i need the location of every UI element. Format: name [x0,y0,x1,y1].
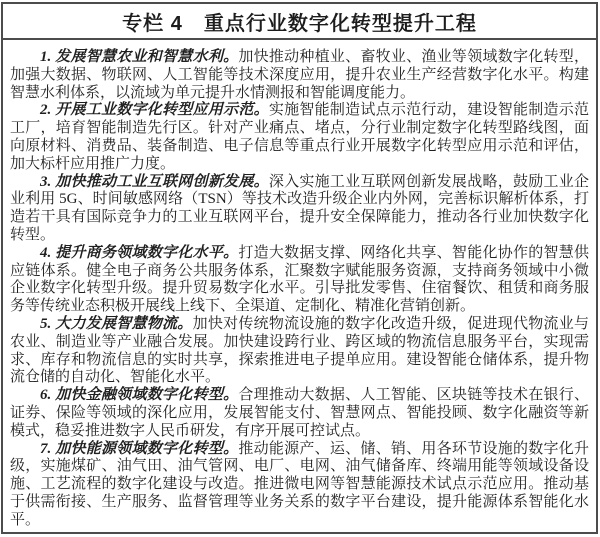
paragraph-2-text: 实施智能制造试点示范行动，建设智能制造示范工厂，培育智能制造先行区。针对产业痛点、堵点，分行业制定数字化转型路线图，面向原材料、消费品、装备制造、电子信息等重点行业开展数字化转型应用示范和评估，加大标杆应用推广力度。 [10,102,589,172]
paragraph-5-text: 加快对传统物流设施的数字化改造升级，促进现代物流业与农业、制造业等产业融合发展。加快建设跨行业、跨区域的物流信息服务平台，实现需求、库存和物流信息的实时共享，探索推进电子提单应用。建设智能仓储体系，提升物流仓储的自动化、智能化水平。 [10,315,589,386]
paragraph-7 [10,441,589,530]
panel-title: 专栏 4 重点行业数字化转型提升工程 [1,2,598,40]
paragraph-4-lead: 4. 提升商务领域数字化水平。 [40,244,239,261]
paragraph-5-lead: 5. 大力发展智慧物流。 [40,315,193,332]
paragraph-1-lead: 1. 发展智慧农业和智慧水利。 [40,49,239,65]
paragraph-6-lead: 6. 加快金融领域数字化转型。 [40,387,239,404]
paragraph-3-text: 深入实施工业互联网创新发展战略，鼓励工业企业利用 5G、时间敏感网络（TSN）等技术改造升级企业内外网，完善标识解析体系，打造若干具有国际竞争力的工业互联网平台，提升安全保障能力，推动各行业加快数字化转型。 [10,173,589,243]
column-panel [1,2,598,534]
paragraph-7-text: 推动能源产、运、储、销、用各环节设施的数字化升级，实施煤矿、油气田、油气管网、电厂、电网、油气储备库、终端用能等领域设备设施、工艺流程的数字化建设与改造。推进微电网等智慧能源技术试点示范应用。推动基于供需衔接、生产服务、监督管理等业务关系的数字平台建设，提升能源体系智能化水平。 [10,440,589,528]
paragraph-6 [10,387,589,440]
paragraph-6-text: 合理推动大数据、人工智能、区块链等技术在银行、证券、保险等领域的深化应用，发展智能支付、智慧网点、智能投顾、数字化融资等新模式，稳妥推进数字人民币研发，有序开展可控试点。 [10,387,589,439]
paragraph-3-lead: 3. 加快推动工业互联网创新发展。 [40,173,269,190]
paragraph-1 [10,49,589,102]
paragraph-5 [10,316,589,387]
paragraph-4-text: 打造大数据支撑、网络化共享、智能化协作的智慧供应链体系。健全电子商务公共服务体系，汇聚数字赋能服务资源，支持商务领域中小微企业数字化转型升级。提升贸易数字化水平。引导批发零售、住宿餐饮、租赁和商务服务等传统业态积极开展线上线下、全渠道、定制化、精准化营销创新。 [10,244,589,315]
panel-body [1,40,598,534]
paragraph-4 [10,245,589,316]
paragraph-7-lead: 7. 加快能源领域数字化转型。 [40,440,239,457]
paragraph-3 [10,174,589,245]
paragraph-1-text: 加快推动种植业、畜牧业、渔业等领域数字化转型，加强大数据、物联网、人工智能等技术深度应用，提升农业生产经营数字化水平。构建智慧水利体系，以流域为单元提升水情测报和智能调度能力。 [10,49,589,101]
paragraph-2-lead: 2. 开展工业数字化转型应用示范。 [40,102,269,119]
paragraph-2 [10,102,589,173]
